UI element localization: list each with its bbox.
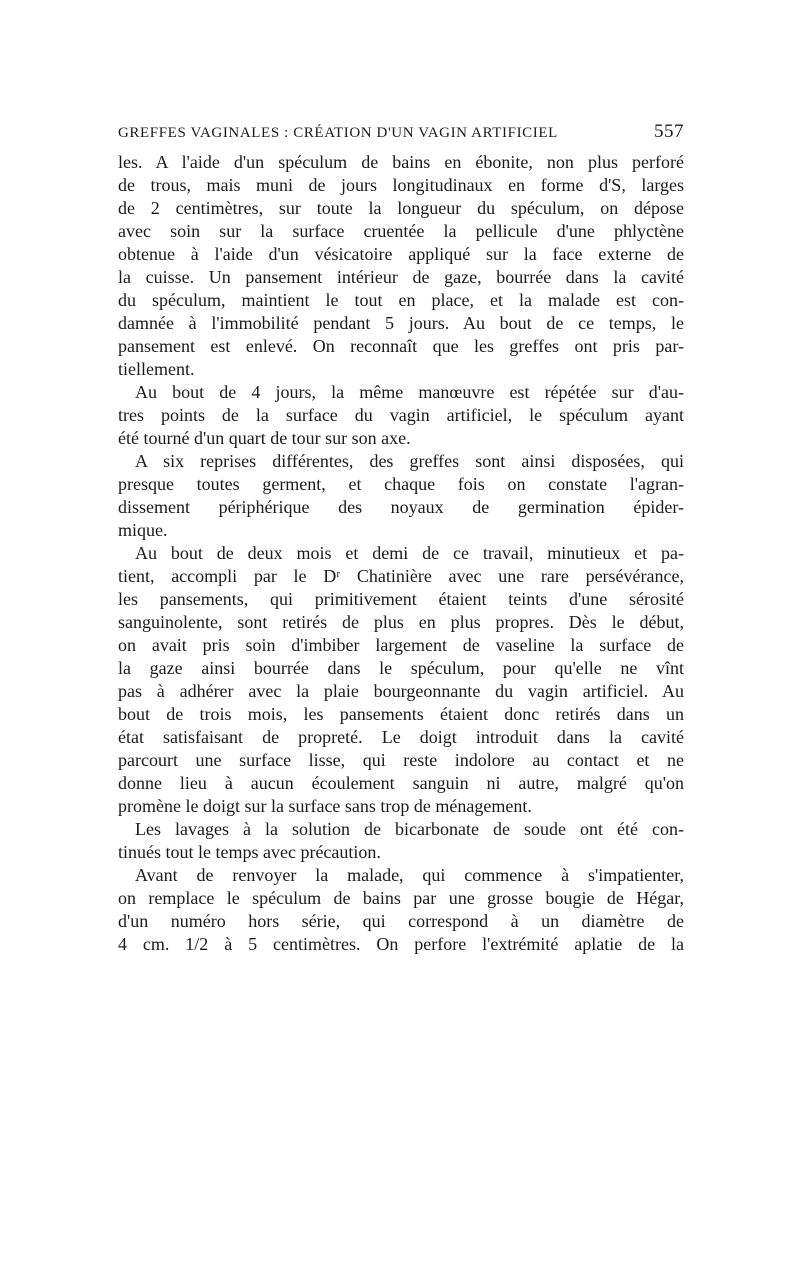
- text-line: été tourné d'un quart de tour sur son axe.: [118, 428, 411, 448]
- text-line: état satisfaisant de propreté. Le doigt introduit dans la cavité: [118, 727, 684, 747]
- text-line: tres points de la surface du vagin artificiel, le spéculum ayant: [118, 405, 684, 425]
- text-line: sanguinolente, sont retirés de plus en plus propres. Dès le début,: [118, 612, 684, 632]
- text-line: avec soin sur la surface cruentée la pellicule d'une phlyctène: [118, 221, 684, 241]
- text-line: bout de trois mois, les pansements étaient donc retirés dans un: [118, 704, 684, 724]
- text-line: pansement est enlevé. On reconnaît que les greffes ont pris par-: [118, 336, 684, 356]
- text-line: tinués tout le temps avec précaution.: [118, 842, 381, 862]
- text-line: donne lieu à aucun écoulement sanguin ni autre, malgré qu'on: [118, 773, 684, 793]
- text-line: dissement périphérique des noyaux de germination épider-: [118, 497, 684, 517]
- text-line: Au bout de 4 jours, la même manœuvre est répétée sur d'au-: [135, 382, 684, 402]
- text-line: on avait pris soin d'imbiber largement de vaseline la surface de: [118, 635, 684, 655]
- text-line: de 2 centimètres, sur toute la longueur du spéculum, on dépose: [118, 198, 684, 218]
- body-text: [118, 151, 684, 956]
- running-title: GREFFES VAGINALES : CRÉATION D'UN VAGIN ARTIFICIEL: [118, 125, 558, 141]
- text-line: la cuisse. Un pansement intérieur de gaze, bourrée dans la cavité: [118, 267, 684, 287]
- text-line: Avant de renvoyer la malade, qui commence à s'impatienter,: [135, 865, 684, 885]
- text-line: tient, accompli par le Dʳ Chatinière avec une rare persévérance,: [118, 566, 684, 586]
- running-head: [118, 121, 684, 143]
- page-number: 557: [654, 121, 684, 142]
- text-line: on remplace le spéculum de bains par une grosse bougie de Hégar,: [118, 888, 684, 908]
- text-line: les pansements, qui primitivement étaient teints d'une sérosité: [118, 589, 684, 609]
- text-line: les. A l'aide d'un spéculum de bains en ébonite, non plus perforé: [118, 152, 684, 172]
- text-line: mique.: [118, 520, 168, 540]
- text-line: damnée à l'immobilité pendant 5 jours. Au bout de ce temps, le: [118, 313, 684, 333]
- text-line: presque toutes germent, et chaque fois on constate l'agran-: [118, 474, 684, 494]
- text-line: de trous, mais muni de jours longitudinaux en forme d'S, larges: [118, 175, 684, 195]
- text-line: obtenue à l'aide d'un vésicatoire appliqué sur la face externe de: [118, 244, 684, 264]
- text-line: A six reprises différentes, des greffes sont ainsi disposées, qui: [135, 451, 684, 471]
- text-line: promène le doigt sur la surface sans trop de ménagement.: [118, 796, 532, 816]
- text-line: tiellement.: [118, 359, 195, 379]
- text-line: parcourt une surface lisse, qui reste indolore au contact et ne: [118, 750, 684, 770]
- text-line: 4 cm. 1/2 à 5 centimètres. On perfore l'extrémité aplatie de la: [118, 934, 684, 954]
- text-line: du spéculum, maintient le tout en place, et la malade est con-: [118, 290, 684, 310]
- text-line: la gaze ainsi bourrée dans le spéculum, pour qu'elle ne vînt: [118, 658, 684, 678]
- text-line: Les lavages à la solution de bicarbonate de soude ont été con-: [135, 819, 684, 839]
- text-line: pas à adhérer avec la plaie bourgeonnante du vagin artificiel. Au: [118, 681, 684, 701]
- text-line: d'un numéro hors série, qui correspond à un diamètre de: [118, 911, 684, 931]
- text-line: Au bout de deux mois et demi de ce travail, minutieux et pa-: [135, 543, 684, 563]
